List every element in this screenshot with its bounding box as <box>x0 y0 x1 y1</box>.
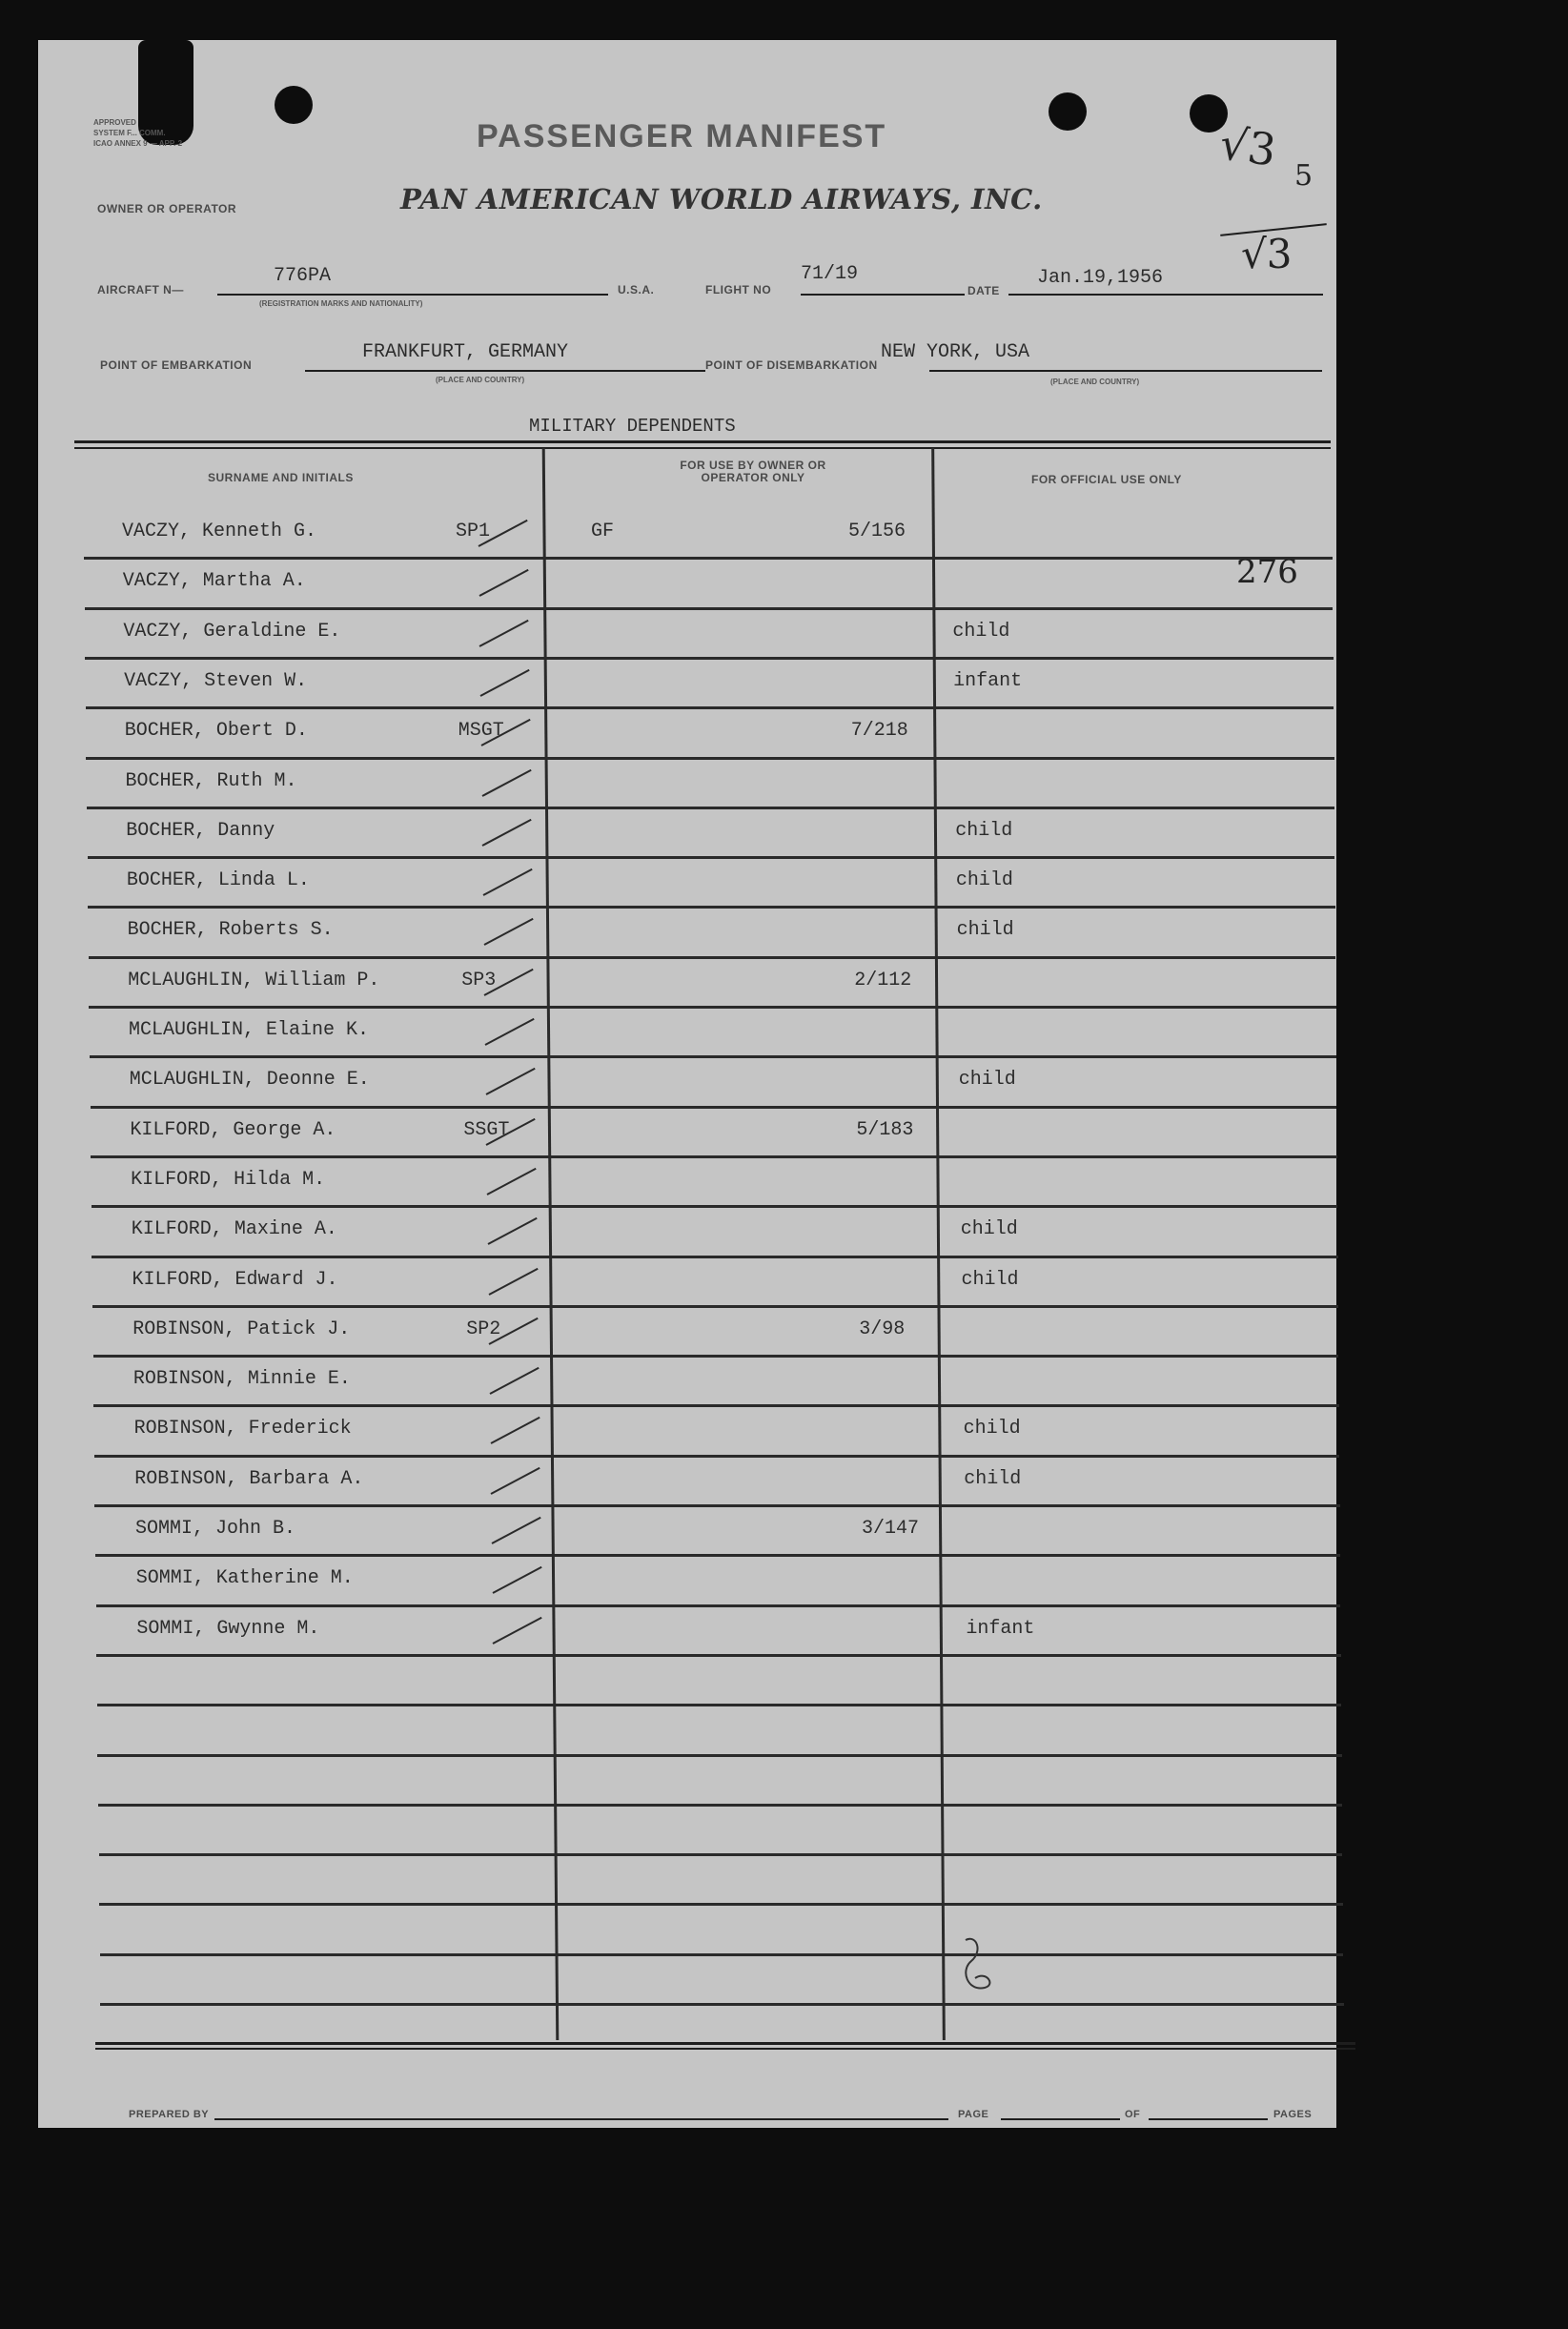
check-mark <box>482 819 532 847</box>
passenger-name: KILFORD, Maxine A. <box>131 1218 337 1240</box>
official-note: child <box>952 621 1010 643</box>
usa-label: U.S.A. <box>618 283 655 296</box>
page-label: PAGE <box>958 2109 989 2120</box>
check-mark <box>480 669 530 697</box>
owner-reference: 3/98 <box>859 1318 906 1340</box>
table-row-rule <box>89 956 1335 959</box>
table-row-rule <box>90 1055 1336 1058</box>
margin-check-3: √3 <box>1241 231 1293 277</box>
table-row-rule <box>95 1554 1340 1557</box>
approval-line-3: ICAO ANNEX 9 — APP. 2 <box>93 139 183 148</box>
column-divider-1 <box>542 448 560 2040</box>
table-row-rule <box>89 1006 1335 1009</box>
pages-label: PAGES <box>1273 2109 1313 2120</box>
official-note: child <box>960 1218 1018 1240</box>
passenger-name: ROBINSON, Patick J. <box>132 1318 351 1340</box>
passenger-rank: SSGT <box>463 1119 510 1141</box>
passenger-rank: SP2 <box>466 1318 501 1340</box>
margin-mark-2: 5 <box>1294 159 1313 193</box>
column-header-official: FOR OFFICIAL USE ONLY <box>1031 473 1182 486</box>
column-header-owner: FOR USE BY OWNER OR OPERATOR ONLY <box>680 459 826 484</box>
official-scribble <box>958 1932 1010 1999</box>
embark-label: POINT OF EMBARKATION <box>100 358 253 372</box>
passenger-rank: MSGT <box>458 720 504 742</box>
punch-hole-mid <box>1049 92 1087 131</box>
official-note: child <box>961 1269 1019 1291</box>
table-row-rule <box>87 807 1334 809</box>
date-label: DATE <box>967 284 1000 297</box>
passenger-name: VACZY, Kenneth G. <box>122 521 317 542</box>
table-row-rule <box>88 856 1335 859</box>
passenger-name: VACZY, Geraldine E. <box>123 621 341 643</box>
passenger-name: VACZY, Steven W. <box>124 670 308 692</box>
margin-check-1: √3 <box>1216 117 1280 176</box>
check-mark <box>479 569 528 597</box>
table-row-rule <box>100 2003 1343 2006</box>
form-title: PASSENGER MANIFEST <box>477 118 887 154</box>
table-top-rule-1 <box>74 440 1331 443</box>
table-row-rule <box>88 906 1335 909</box>
table-row-rule <box>93 1355 1339 1358</box>
official-note: infant <box>966 1618 1035 1640</box>
table-row-rule <box>97 1754 1341 1757</box>
table-row-rule <box>84 557 1333 560</box>
page-underline <box>1001 2118 1120 2120</box>
check-mark <box>490 1417 540 1444</box>
passenger-name: BOCHER, Obert D. <box>124 720 308 742</box>
disembark-underline <box>929 370 1322 372</box>
official-note: infant <box>953 670 1023 692</box>
check-mark <box>485 1068 535 1095</box>
table-row-rule <box>96 1604 1341 1607</box>
check-mark <box>491 1467 540 1495</box>
passenger-name: MCLAUGHLIN, Deonne E. <box>129 1069 370 1091</box>
check-mark <box>483 918 533 946</box>
table-row-rule <box>96 1654 1341 1657</box>
column-header-surname: SURNAME AND INITIALS <box>208 471 354 484</box>
table-row-rule <box>94 1504 1339 1507</box>
section-title: MILITARY DEPENDENTS <box>529 416 736 437</box>
passenger-name: SOMMI, John B. <box>135 1518 296 1540</box>
check-mark <box>492 1517 541 1544</box>
passenger-name: BOCHER, Ruth M. <box>125 770 297 792</box>
check-mark <box>487 1168 537 1195</box>
embark-underline <box>305 370 705 372</box>
table-row-rule <box>85 657 1334 660</box>
date-underline <box>1008 294 1323 296</box>
passenger-name: MCLAUGHLIN, William P. <box>128 970 380 991</box>
owner-reference: 5/156 <box>848 521 906 542</box>
embark-place-note: (PLACE AND COUNTRY) <box>436 376 525 384</box>
table-row-rule <box>91 1155 1337 1158</box>
disembark-value: NEW YORK, USA <box>881 341 1030 363</box>
passenger-rank: SP1 <box>456 521 491 542</box>
prepared-by-underline <box>214 2118 948 2120</box>
passenger-name: ROBINSON, Frederick <box>133 1418 352 1440</box>
passenger-name: MCLAUGHLIN, Elaine K. <box>129 1019 370 1041</box>
official-note: child <box>964 1468 1022 1490</box>
table-row-rule <box>91 1106 1337 1109</box>
passenger-name: SOMMI, Gwynne M. <box>136 1618 320 1640</box>
table-row-rule <box>85 607 1334 610</box>
official-note: child <box>955 869 1013 891</box>
official-number: 276 <box>1236 553 1298 591</box>
flight-value: 71/19 <box>801 263 859 285</box>
table-row-rule <box>99 1853 1343 1856</box>
check-mark <box>489 1367 539 1395</box>
owner-reference: 7/218 <box>850 720 908 742</box>
owner-value: PAN AMERICAN WORLD AIRWAYS, INC. <box>400 183 1043 215</box>
table-row-rule <box>98 1804 1342 1807</box>
table-row-rule <box>86 757 1334 760</box>
official-note: child <box>956 919 1014 941</box>
owner-reference: 3/147 <box>862 1518 920 1540</box>
owner-reference: 2/112 <box>854 970 912 991</box>
passenger-rank: SP3 <box>461 970 497 991</box>
flight-label: FLIGHT NO <box>705 283 772 296</box>
passenger-name: ROBINSON, Minnie E. <box>132 1368 351 1390</box>
flight-underline <box>801 294 965 296</box>
date-value: Jan.19,1956 <box>1037 267 1164 289</box>
official-note: child <box>955 820 1013 842</box>
check-mark <box>493 1617 542 1645</box>
aircraft-label: AIRCRAFT N— <box>97 283 184 296</box>
disembark-place-note: (PLACE AND COUNTRY) <box>1050 378 1140 386</box>
table-top-rule-2 <box>74 447 1331 449</box>
table-row-rule <box>99 1903 1343 1906</box>
of-label: OF <box>1125 2109 1141 2120</box>
approval-line-2: SYSTEM F... COMM. <box>93 129 166 137</box>
check-mark <box>479 620 529 647</box>
passenger-name: BOCHER, Roberts S. <box>127 919 334 941</box>
passenger-name: VACZY, Martha A. <box>122 570 306 592</box>
of-underline <box>1149 2118 1268 2120</box>
table-row-rule <box>86 706 1334 709</box>
prepared-by-label: PREPARED BY <box>129 2109 210 2120</box>
embark-value: FRANKFURT, GERMANY <box>362 341 569 363</box>
manifest-sheet <box>38 40 1336 2128</box>
passenger-name: BOCHER, Linda L. <box>126 869 310 891</box>
check-mark <box>488 1268 538 1296</box>
official-note: child <box>963 1418 1021 1440</box>
table-row-rule <box>92 1305 1338 1308</box>
passenger-name: KILFORD, Hilda M. <box>131 1169 326 1191</box>
table-row-rule <box>92 1205 1337 1208</box>
owner-label: OWNER OR OPERATOR <box>97 202 237 215</box>
passenger-name: BOCHER, Danny <box>126 820 275 842</box>
owner-reference: 5/183 <box>856 1119 914 1141</box>
passenger-name: SOMMI, Katherine M. <box>135 1567 354 1589</box>
passenger-name: ROBINSON, Barbara A. <box>134 1468 364 1490</box>
table-row-rule <box>92 1256 1337 1258</box>
registration-note: (REGISTRATION MARKS AND NATIONALITY) <box>259 299 423 308</box>
table-row-rule <box>97 1704 1341 1706</box>
table-bottom-rule-2 <box>95 2048 1355 2050</box>
check-mark <box>487 1217 537 1245</box>
official-note: child <box>958 1069 1016 1091</box>
passenger-name: KILFORD, George A. <box>130 1119 336 1141</box>
punch-hole-left <box>275 86 313 124</box>
check-mark <box>482 868 532 896</box>
passenger-name: KILFORD, Edward J. <box>132 1269 338 1291</box>
aircraft-underline <box>217 294 608 296</box>
column-divider-2 <box>931 448 946 2040</box>
table-bottom-rule-1 <box>95 2042 1355 2045</box>
owner-code: GF <box>591 521 615 542</box>
check-mark <box>492 1566 541 1594</box>
approval-line-1: APPROVED <box>93 118 136 127</box>
check-mark <box>481 769 531 797</box>
table-row-rule <box>94 1455 1339 1458</box>
aircraft-value: 776PA <box>274 265 332 287</box>
table-row-rule <box>100 1953 1343 1956</box>
table-row-rule <box>93 1404 1339 1407</box>
check-mark <box>485 1018 535 1046</box>
disembark-label: POINT OF DISEMBARKATION <box>705 358 878 372</box>
